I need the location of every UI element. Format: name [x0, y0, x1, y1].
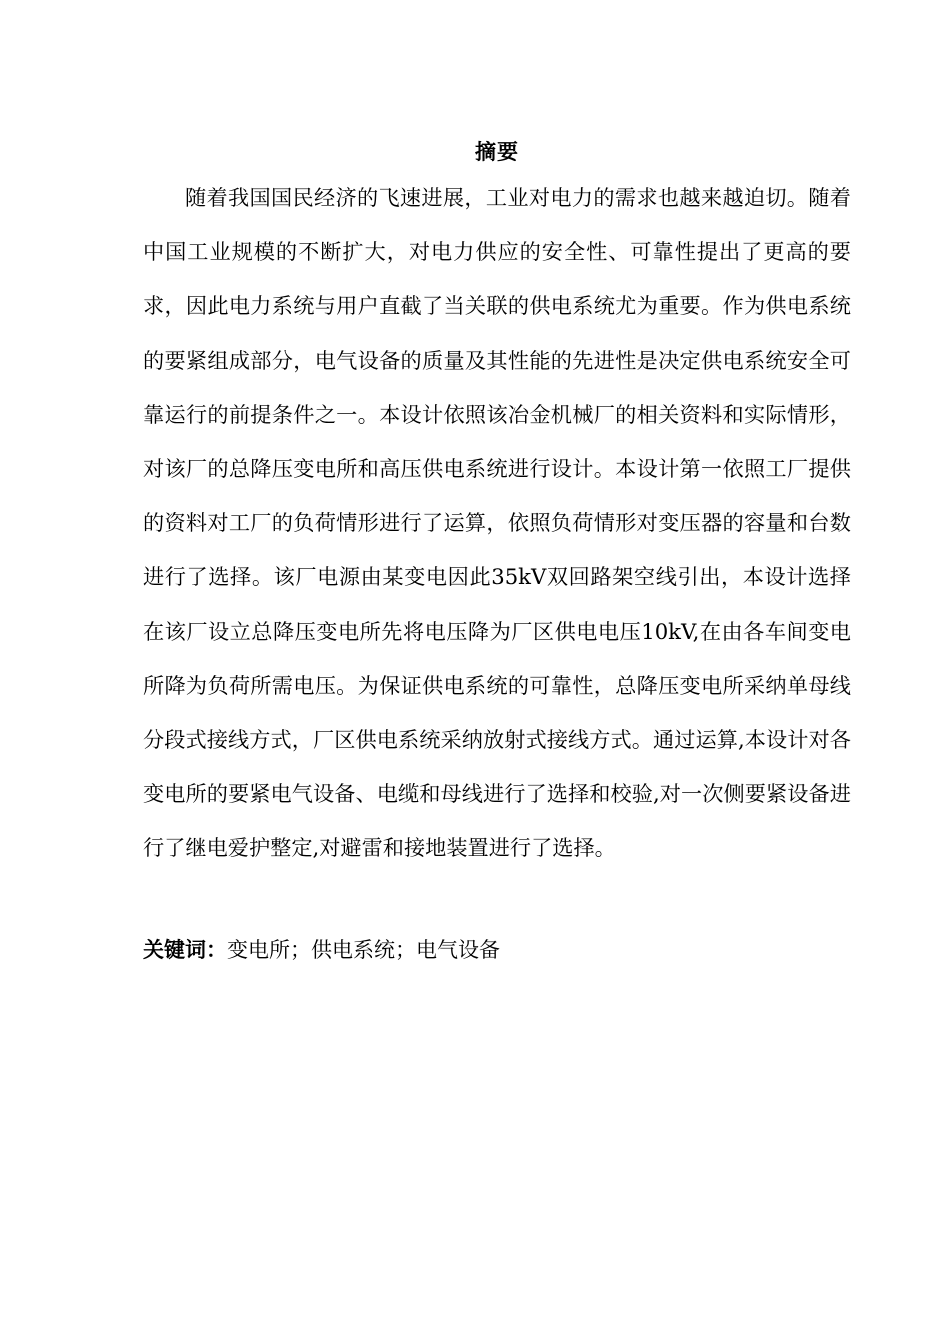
keywords-label: 关键词： — [143, 938, 227, 962]
abstract-title: 摘要 — [475, 140, 519, 165]
keywords-text: 变电所；供电系统；电气设备 — [227, 938, 500, 962]
keywords-line — [143, 932, 851, 968]
abstract-body: 随着我国国民经济的飞速进展，工业对电力的需求也越来越迫切。随着中国工业规模的不断扩大，对电力供应的安全性、可靠性提出了更高的要求，因此电力系统与用户直截了当关联的供电系统尤为重要。作为供电系统的要紧组成部分，电气设备的质量及其性能的先进性是决定供电系统安全可靠运行的前提条件之一。本设计依照该冶金机械厂的相关资料和实际情形，对该厂的总降压变电所和高压供电系统进行设计。本设计第一依照工厂提供的资料对工厂的负荷情形进行了运算，依照负荷情形对变压器的容量和台数进行了选择。该厂电源由某变电因此35kV双回路架空线引出，本设计选择在该厂设立总降压变电所先将电压降为厂区供电电压10kV,在由各车间变电所降为负荷所需电压。为保证供电系统的可靠性，总降压变电所采纳单母线分段式接线方式，厂区供电系统采纳放射式接线方式。通过运算,本设计对各变电所的要紧电气设备、电缆和母线进行了选择和校验,对一次侧要紧设备进行了继电爱护整定,对避雷和接地装置进行了选择。 — [143, 185, 851, 861]
